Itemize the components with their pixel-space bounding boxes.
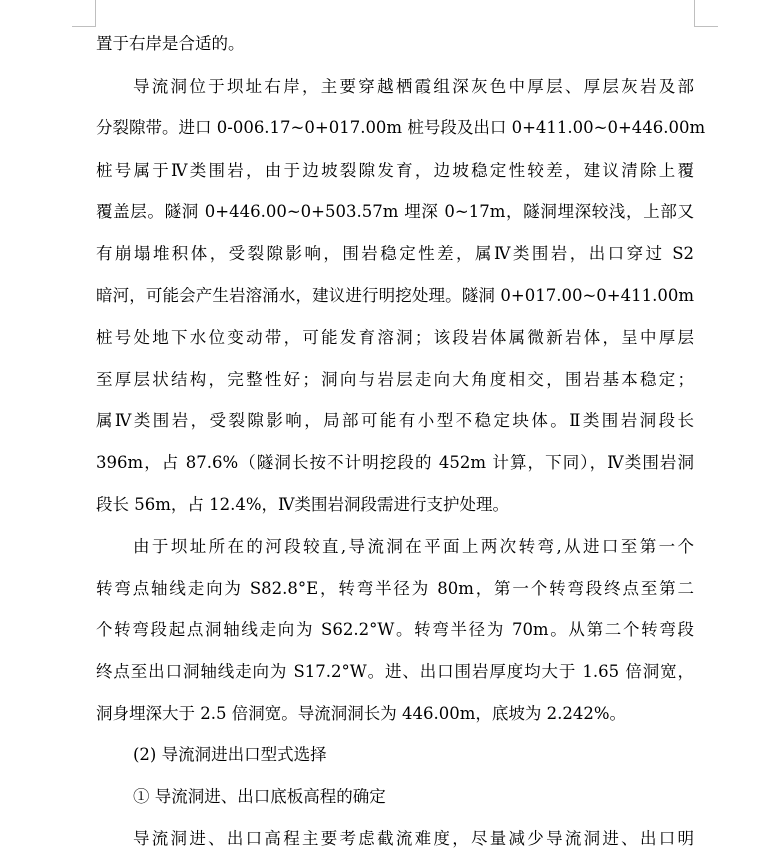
text-line-2: 导流洞位于坝址右岸，主要穿越栖霞组深灰色中厚层、厚层灰岩及部 xyxy=(133,77,694,96)
text-line-14: 转弯点轴线走向为 S82.8°E，转弯半径为 80m，第一个转弯段终点至第二 xyxy=(96,579,694,598)
crop-mark-top-right-vertical xyxy=(694,0,695,26)
crop-mark-top-left-vertical xyxy=(95,0,96,26)
text-line-5: 覆盖层。隧洞 0+446.00~0+503.57m 埋深 0~17m，隧洞埋深较浅，上部又 xyxy=(96,202,694,221)
text-line-6: 有崩塌堆积体，受裂隙影响，围岩稳定性差，属Ⅳ类围岩，出口穿过 S2 xyxy=(96,244,694,263)
text-line-12: 段长 56m，占 12.4%，Ⅳ类围岩洞段需进行支护处理。 xyxy=(96,495,510,514)
section-heading: (2) 导流洞进出口型式选择 xyxy=(133,745,327,764)
text-line-1: 置于右岸是合适的。 xyxy=(96,34,245,53)
text-line-9: 至厚层状结构，完整性好；洞向与岩层走向大角度相交，围岩基本稳定； xyxy=(96,370,694,389)
text-line-8: 桩号处地下水位变动带，可能发育溶洞；该段岩体属微新岩体，呈中厚层 xyxy=(96,328,694,347)
text-line-17: 洞身埋深大于 2.5 倍洞宽。导流洞洞长为 446.00m，底坡为 2.242%。 xyxy=(96,704,627,723)
text-line-10: 属Ⅳ类围岩，受裂隙影响，局部可能有小型不稳定块体。Ⅱ类围岩洞段长 xyxy=(96,411,694,430)
crop-mark-top-left-horizontal xyxy=(72,26,96,27)
crop-mark-top-right-horizontal xyxy=(694,26,718,27)
text-line-7: 暗河，可能会产生岩溶涌水，建议进行明挖处理。隧洞 0+017.00~0+411.00m xyxy=(96,286,694,305)
subsection-heading: ① 导流洞进、出口底板高程的确定 xyxy=(133,787,386,806)
text-line-20: 导流洞进、出口高程主要考虑截流难度，尽量减少导流洞进、出口明 xyxy=(133,829,694,848)
text-line-4: 桩号属于Ⅳ类围岩，由于边坡裂隙发育，边坡稳定性较差，建议清除上覆 xyxy=(96,161,694,180)
text-line-15: 个转弯段起点洞轴线走向为 S62.2°W。转弯半径为 70m。从第二个转弯段 xyxy=(96,620,694,639)
text-line-13: 由于坝址所在的河段较直,导流洞在平面上两次转弯,从进口至第一个 xyxy=(133,537,694,556)
text-line-11: 396m，占 87.6%（隧洞长按不计明挖段的 452m 计算，下同），Ⅳ类围岩洞 xyxy=(96,453,694,472)
text-line-3: 分裂隙带。进口 0-006.17~0+017.00m 桩号段及出口 0+411.00~0+446.00m xyxy=(96,118,706,137)
text-line-16: 终点至出口洞轴线走向为 S17.2°W。进、出口围岩厚度均大于 1.65 倍洞宽， xyxy=(96,662,694,681)
